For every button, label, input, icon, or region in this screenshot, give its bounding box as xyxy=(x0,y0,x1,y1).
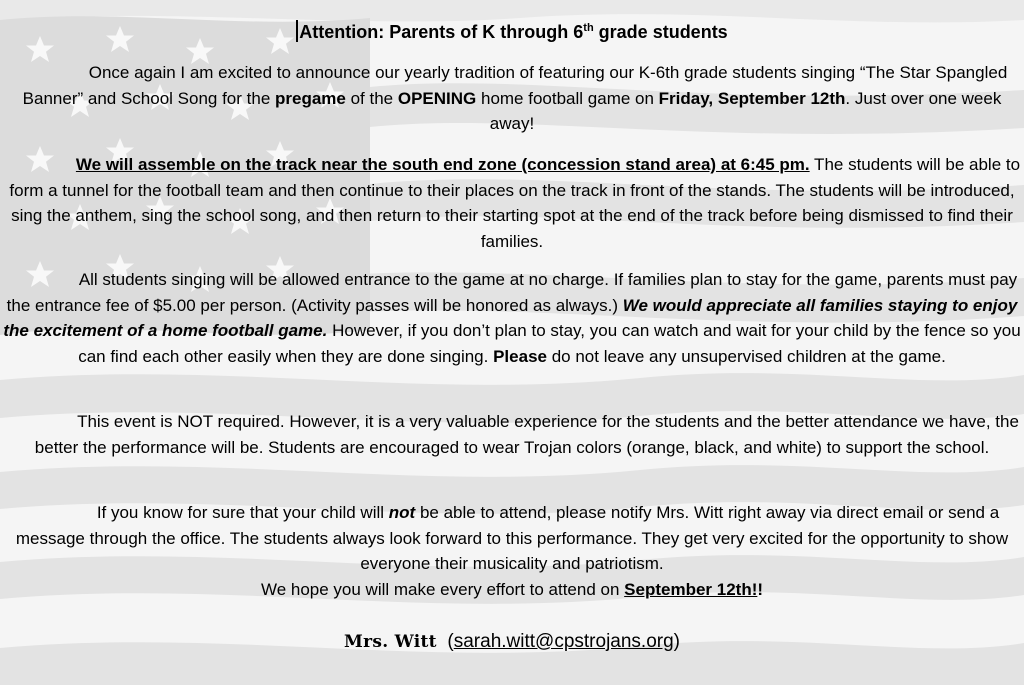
p3-appreciation: We would appreciate all families staying to enjoy the excitement of a home football game. xyxy=(3,295,1018,340)
p1-text-1: Once again I am excited to announce our yearly tradition of featuring our K-6th grade students singing “The Star Spangled Banner” and School Song for the xyxy=(22,63,1008,108)
paragraph-admission xyxy=(2,267,1022,369)
p1-text-3: home football game on xyxy=(476,88,659,108)
p1-text-4: . Just over one week away! xyxy=(489,88,1002,133)
p5-bold-not: not xyxy=(388,503,416,522)
p2-assembly-time: We will assemble on the track near the south end zone (concession stand area) at 6:45 pm. xyxy=(75,155,810,174)
p1-bold-pregame: pregame xyxy=(275,88,346,108)
paragraph-assembly xyxy=(2,152,1022,254)
heading-text: Attention: Parents of K through 6 xyxy=(299,22,584,42)
signature-close-paren: ) xyxy=(673,631,680,652)
heading-text-end: grade students xyxy=(593,22,728,42)
p3-text-1: All students singing will be allowed entrance to the game at no charge. If families plan to stay for the game, parents must pay the entrance fee of $5.00 per person. (Activity passes will be honored as always.) xyxy=(6,270,1018,315)
p5-date: September 12th! xyxy=(624,579,758,599)
text-cursor xyxy=(296,20,298,42)
signature-email-link[interactable]: sarah.witt@cpstrojans.org xyxy=(453,631,674,652)
p2-text: The students will be able to form a tunnel for the football team and then continue to their places on the track in front of the stands. The students will be introduced, sing the anthem, sing the school song, and then return to their starting spot at the end of the track before being dismissed to find their families. xyxy=(9,155,1021,251)
p1-bold-opening: OPENING xyxy=(397,88,477,108)
signature-name: Mrs. Witt xyxy=(344,632,437,652)
signature-open-paren: ( xyxy=(447,631,454,652)
p3-text-2: However, if you don’t plan to stay, you can watch and wait for your child by the fence so you can find each other easily when they are done singing. xyxy=(78,321,1021,366)
p4-text: This event is NOT required. However, it is a very valuable experience for the students and the better attendance we have, the better the performance will be. Students are encouraged to wear Trojan colors (orange, black, and white) to support the school. xyxy=(34,412,1019,457)
paragraph-not-required xyxy=(2,409,1022,460)
p5-exclamation: ! xyxy=(757,579,764,599)
paragraph-notify xyxy=(2,500,1022,602)
p3-bold-please: Please xyxy=(493,346,547,366)
p3-text-3: do not leave any unsupervised children at the game. xyxy=(546,346,946,366)
paragraph-announcement xyxy=(2,60,1022,137)
p5-text-1: If you know for sure that your child will xyxy=(96,503,389,522)
p1-text-2: of the xyxy=(345,88,398,108)
heading-superscript: th xyxy=(583,22,594,34)
p5-text-3: We hope you will make every effort to attend on xyxy=(260,579,625,599)
p5-text-2: be able to attend, please notify Mrs. Witt right away via direct email or send a message through the office. The students always look forward to this performance. They get very excited for the opportunity to show everyone their musicality and patriotism. xyxy=(15,503,1009,573)
signature xyxy=(0,629,1024,655)
flyer-heading xyxy=(0,20,1024,44)
p1-bold-date: Friday, September 12th xyxy=(658,88,846,108)
